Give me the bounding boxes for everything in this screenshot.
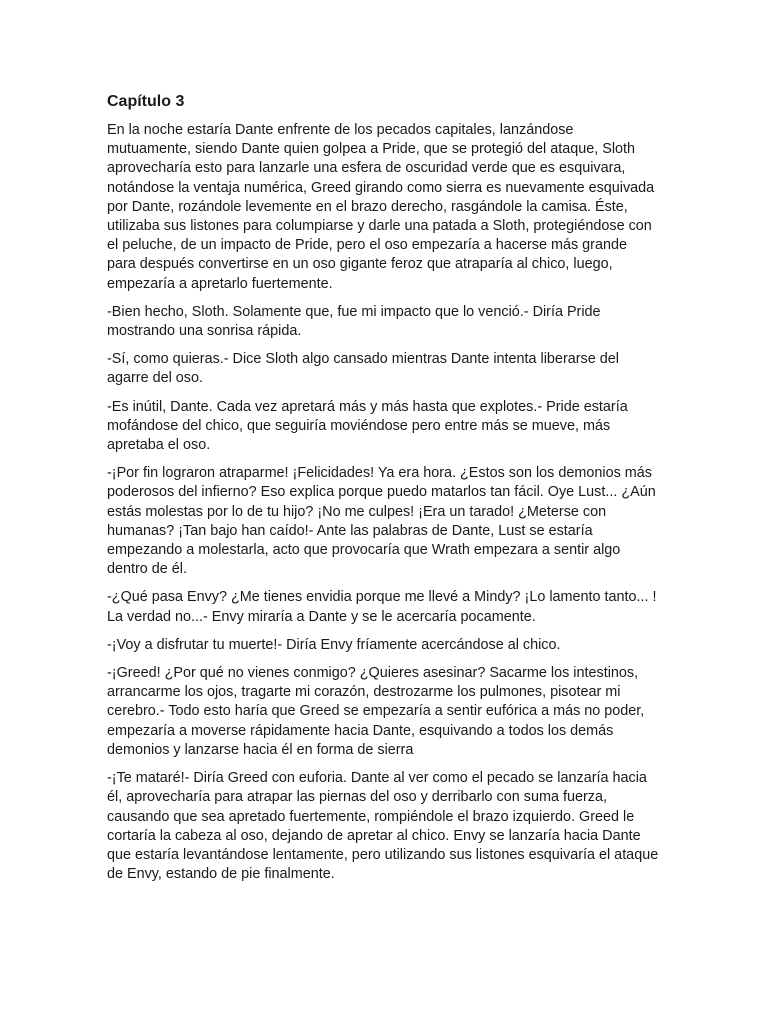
chapter-title: Capítulo 3	[107, 93, 185, 110]
paragraph: -¡Voy a disfrutar tu muerte!- Diría Envy fríamente acercándose al chico.	[107, 636, 561, 653]
paragraph: -¡Greed! ¿Por qué no vienes conmigo? ¿Quieres asesinar? Sacarme los intestinos, arrancarme los ojos, tragarte mi corazón, destrozarme los pulmones, pisotear mi cerebro.- Todo esto haría que Greed se empezaría a sentir eufórica a más no poder, empezaría a moverse rápidamente hacia Dante, esquivando a todos los demás demonios y lanzarse hacia él en forma de sierra	[107, 665, 645, 758]
paragraph: -Es inútil, Dante. Cada vez apretará más y más hasta que explotes.- Pride estaría mofándose del chico, que seguiría moviéndose pero entre más se mueve, más apretaba el oso.	[107, 398, 628, 454]
paragraph: -Bien hecho, Sloth. Solamente que, fue mi impacto que lo venció.- Diría Pride mostrando una sonrisa rápida.	[107, 303, 601, 340]
paragraph: -¿Qué pasa Envy? ¿Me tienes envidia porque me llevé a Mindy? ¡Lo lamento tanto... ! La verdad no...- Envy miraría a Dante y se le acercaría pocamente.	[107, 589, 657, 625]
paragraph: -¡Te mataré!- Diría Greed con euforia. Dante al ver como el pecado se lanzaría hacia él, aprovecharía para atrapar las piernas del oso y derribarlo con suma fuerza, causando que sea apretado fuertemente, rompiéndole el brazo izquierdo. Greed le cortaría la cabeza al oso, dejando de apretar al chico. Envy se lanzaría hacia Dante que estaría levantándose lentamente, pero utilizando sus listones esquivaría el ataque de Envy, estando de pie finalmente.	[107, 770, 659, 883]
paragraph: En la noche estaría Dante enfrente de los pecados capitales, lanzándose mutuamente, siendo Dante quien golpea a Pride, que se protegió del ataque, Sloth aprovecharía esto para lanzarle una esfera de oscuridad verde que es esquivara, notándose la ventaja numérica, Greed girando como sierra es nuevamente esquivada por Dante, rozándole levemente en el brazo derecho, rasgándole la camisa. Éste, utilizaba sus listones para columpiarse y darle una patada a Sloth, protegiéndose con el peluche, de un impacto de Pride, pero el oso empezaría a hacerse más grande para después convertirse en un oso gigante feroz que atraparía al chico, luego, empezaría a apretarlo fuertemente.	[107, 122, 655, 292]
document-page	[107, 92, 659, 893]
paragraph: -Sí, como quieras.- Dice Sloth algo cansado mientras Dante intenta liberarse del agarre del oso.	[107, 351, 619, 387]
paragraph: -¡Por fin lograron atraparme! ¡Felicidades! Ya era hora. ¿Estos son los demonios más poderosos del infierno? Eso explica porque puedo matarlos tan fácil. Oye Lust... ¿Aún estás molestas por lo de tu hijo? ¡No me culpes! ¡Era un tarado! ¿Meterse con humanas? ¡Tan bajo han caído!- Ante las palabras de Dante, Lust se estaría empezando a molestarla, acto que provocaría que Wrath empezara a sentir algo dentro de él.	[107, 465, 656, 578]
